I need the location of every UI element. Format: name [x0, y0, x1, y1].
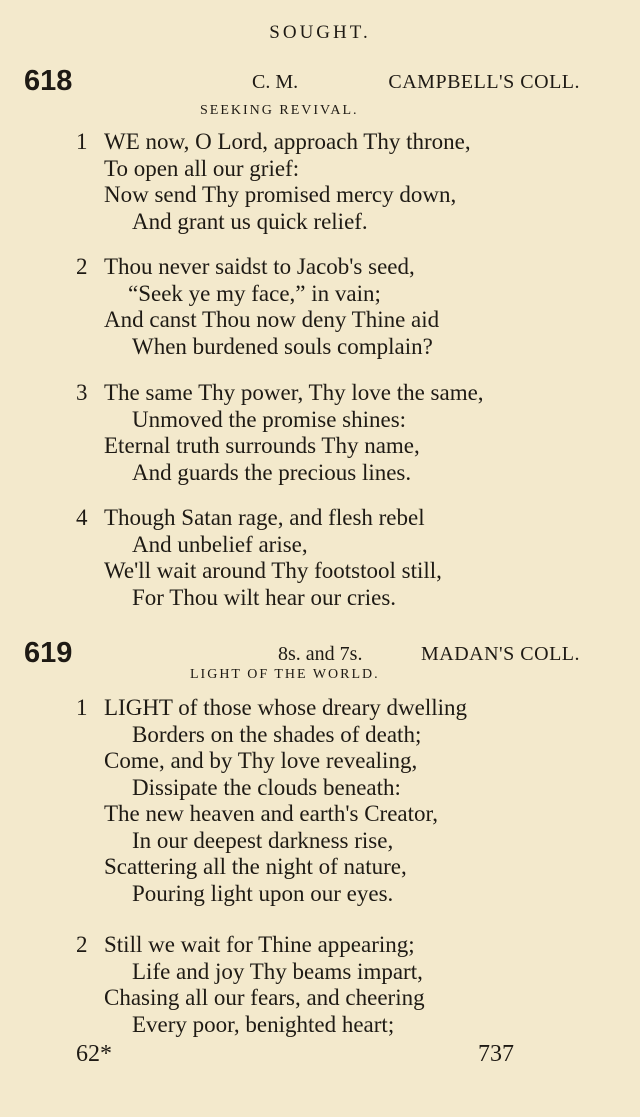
stanza-line: Eternal truth surrounds Thy name, — [104, 433, 420, 458]
stanza-line: Dissipate the clouds beneath: — [132, 774, 401, 800]
stanza — [76, 129, 596, 235]
stanza-line: To open all our grief: — [104, 155, 300, 181]
stanza-line: The new heaven and earth's Creator, — [104, 801, 439, 826]
stanza-line: 1 LIGHT of those whose dreary dwelling — [76, 695, 468, 720]
stanza-line: Chasing all our fears, and cheering — [104, 985, 425, 1010]
stanza-line: 2 Still we wait for Thine appearing; — [76, 932, 415, 957]
stanza — [76, 380, 596, 486]
stanza-line: In our deepest darkness rise, — [132, 827, 394, 853]
hymn-subtitle: LIGHT OF THE WORLD. — [190, 667, 380, 682]
stanza-line: Life and joy Thy beams impart, — [132, 958, 423, 984]
stanza-line: We'll wait around Thy footstool still, — [104, 558, 442, 583]
stanza-line: “Seek ye my face,” in vain; — [128, 280, 381, 306]
stanza — [76, 695, 596, 907]
stanza-line: And unbelief arise, — [132, 531, 308, 557]
page-number: 737 — [478, 1041, 514, 1067]
hymn-meter: 8s. and 7s. — [278, 643, 363, 665]
stanza-line: Come, and by Thy love revealing, — [104, 748, 418, 773]
stanza-number: 2 — [76, 932, 88, 957]
stanza-line: Unmoved the promise shines: — [132, 406, 407, 432]
hymn-619-header — [24, 630, 580, 670]
stanza — [76, 254, 596, 360]
hymn-number: 619 — [24, 637, 73, 669]
hymn-meter: C. M. — [252, 71, 299, 93]
stanza-number: 4 — [76, 505, 88, 530]
stanza — [76, 932, 596, 1038]
hymn-618-header — [24, 58, 580, 98]
stanza-number: 3 — [76, 380, 88, 405]
stanza-line: Scattering all the night of nature, — [104, 854, 407, 879]
stanza-line: Borders on the shades of death; — [132, 721, 422, 747]
stanza-number: 2 — [76, 254, 88, 279]
stanza-line: 4 Though Satan rage, and flesh rebel — [76, 505, 425, 530]
stanza-line: Every poor, benighted heart; — [132, 1011, 395, 1037]
stanza-line: And canst Thou now deny Thine aid — [104, 307, 440, 332]
hymn-source: CAMPBELL'S COLL. — [388, 71, 580, 93]
stanza-line: For Thou wilt hear our cries. — [132, 584, 397, 610]
stanza-number: 1 — [76, 695, 88, 720]
stanza-line: 2 Thou never saidst to Jacob's seed, — [76, 254, 415, 279]
hymn-number: 618 — [24, 65, 73, 97]
hymn-subtitle: SEEKING REVIVAL. — [200, 103, 359, 118]
stanza-line: When burdened souls complain? — [132, 333, 433, 359]
stanza-number: 1 — [76, 129, 88, 154]
stanza-line: Pouring light upon our eyes. — [132, 880, 394, 906]
stanza-line: 3 The same Thy power, Thy love the same, — [76, 380, 484, 405]
signature-mark: 62* — [76, 1041, 112, 1067]
hymn-source: MADAN'S COLL. — [421, 643, 580, 665]
stanza — [76, 505, 596, 611]
stanza-line: 1 WE now, O Lord, approach Thy throne, — [76, 129, 471, 154]
stanza-line: And grant us quick relief. — [132, 208, 368, 234]
stanza-line: Now send Thy promised mercy down, — [104, 182, 457, 207]
running-head: SOUGHT. — [269, 22, 371, 43]
stanza-line: And guards the precious lines. — [132, 459, 412, 485]
